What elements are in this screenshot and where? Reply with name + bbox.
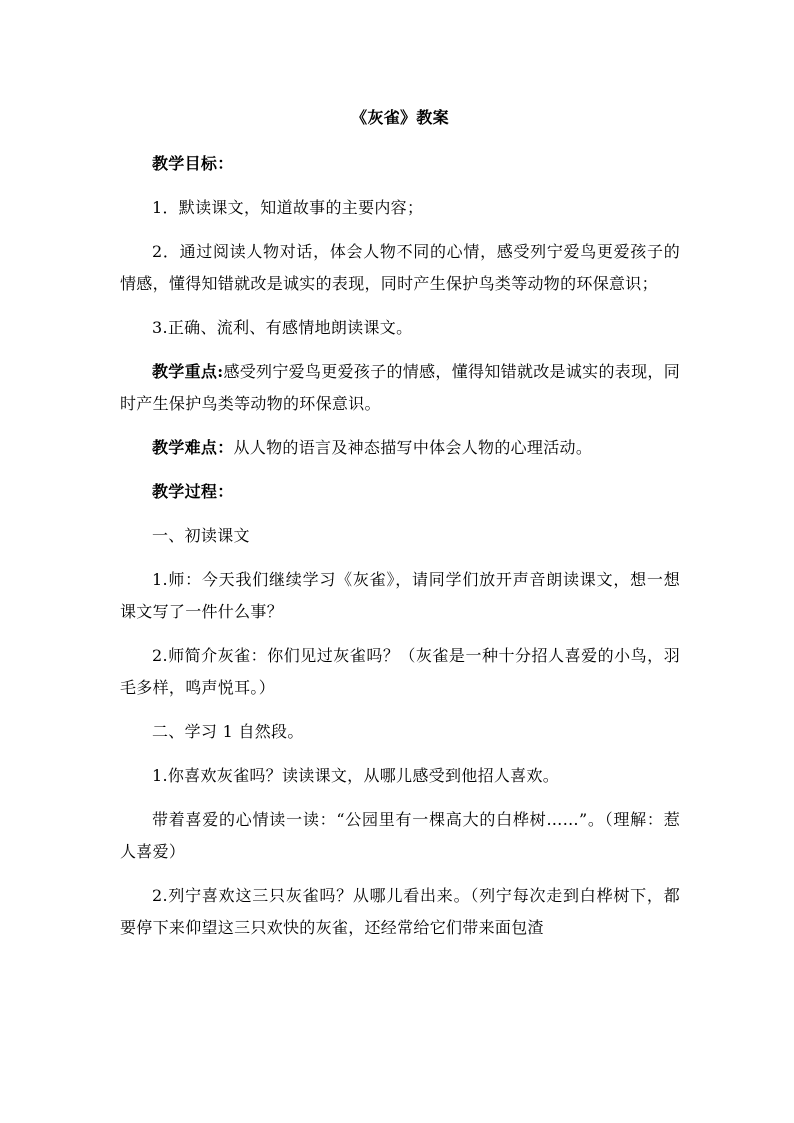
document-title: 《灰雀》教案 [351,108,449,127]
process-step: 2.列宁喜欢这三只灰雀吗？从哪儿看出来。（列宁每次走到白桦树下，都要停下来仰望这三只欢快的灰雀，还经常给它们带来面包渣 [120,886,680,937]
objective-item: 3.正确、流利、有感情地朗读课文。 [152,318,413,337]
section-heading: 一、初读课文 [152,526,250,545]
document-content [120,102,680,956]
process-step: 1.师：今天我们继续学习《灰雀》，请同学们放开声音朗读课文，想一想课文写了一件什么事？ [120,570,680,621]
teaching-focus [120,356,680,420]
objective-item: 1．默读课文，知道故事的主要内容； [152,198,424,217]
teaching-difficulty-text: 从人物的语言及神态描写中体会人物的心理活动。 [233,438,593,457]
teaching-focus-text: 感受列宁爱鸟更爱孩子的情感，懂得知错就改是诚实的表现，同时产生保护鸟类等动物的环保意识。 [120,362,680,413]
process-heading: 教学过程： [152,482,234,501]
teaching-difficulty [120,432,680,464]
process-step: 1.你喜欢灰雀吗？读读课文，从哪儿感受到他招人喜欢。 [152,766,560,785]
teaching-difficulty-label: 教学难点： [152,438,234,457]
process-step: 带着喜爱的心情读一读：“公园里有一棵高大的白桦树……”。（理解：惹人喜爱） [120,810,680,861]
process-step: 2.师简介灰雀：你们见过灰雀吗？（灰雀是一种十分招人喜爱的小鸟，羽毛多样，鸣声悦耳。） [120,646,680,697]
objective-item: 2．通过阅读人物对话，体会人物不同的心情，感受列宁爱鸟更爱孩子的情感，懂得知错就改是诚实的表现，同时产生保护鸟类等动物的环保意识； [120,242,680,293]
section-heading: 二、学习 1 自然段。 [152,722,304,741]
teaching-focus-label: 教学重点: [152,362,224,381]
objectives-heading: 教学目标： [152,154,234,173]
